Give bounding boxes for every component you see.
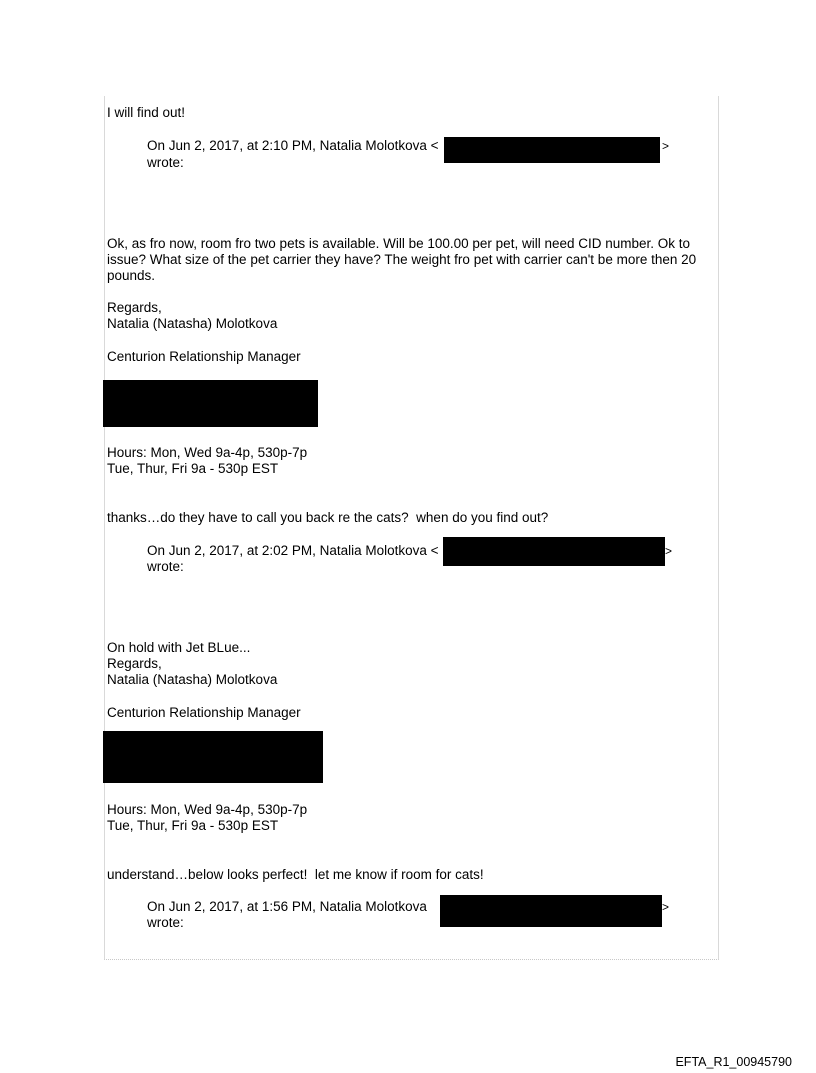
email-close-bracket: >: [662, 139, 670, 153]
quote-header: [147, 543, 439, 559]
message-text: I will find out!: [107, 105, 186, 120]
message-text: thanks…do they have to call you back re the cats? when do you find out?: [107, 510, 549, 525]
email-open-bracket: <: [430, 543, 439, 558]
message-text: Ok, as fro now, room fro two pets is available. Will be 100.00 per pet, will need CID number. Ok to issue? What size of the pet carrier they have? The weight fro pet with carrier can't be more then 20 pounds.: [107, 236, 697, 283]
signature-hours: Tue, Thur, Fri 9a - 530p EST: [107, 818, 279, 833]
document-id: EFTA_R1_00945790: [675, 1055, 792, 1069]
signature-hours: Hours: Mon, Wed 9a-4p, 530p-7p: [107, 445, 308, 460]
signature-title: Centurion Relationship Manager: [107, 349, 301, 364]
email-close-bracket: >: [662, 900, 670, 914]
redaction-box: [443, 537, 665, 566]
signature-regards: Regards,: [107, 656, 162, 671]
redaction-box: [103, 380, 318, 427]
signature-name: Natalia (Natasha) Molotkova: [107, 672, 278, 687]
quote-wrote: wrote:: [147, 559, 184, 574]
quote-wrote: wrote:: [147, 915, 184, 930]
email-open-bracket: <: [430, 138, 439, 153]
redaction-box: [440, 895, 662, 927]
signature-title: Centurion Relationship Manager: [107, 705, 301, 720]
quote-header-text: On Jun 2, 2017, at 2:10 PM, Natalia Molotkova: [147, 138, 431, 153]
signature-hours: Tue, Thur, Fri 9a - 530p EST: [107, 461, 279, 476]
signature-hours: Hours: Mon, Wed 9a-4p, 530p-7p: [107, 802, 308, 817]
redaction-box: [103, 731, 323, 783]
message-text: On hold with Jet BLue...: [107, 640, 251, 655]
redaction-box: [444, 137, 660, 163]
email-close-bracket: >: [665, 544, 673, 558]
message-text: understand…below looks perfect! let me know if room for cats!: [107, 867, 484, 882]
quote-header: On Jun 2, 2017, at 1:56 PM, Natalia Molotkova: [147, 899, 431, 914]
quote-wrote: wrote:: [147, 155, 184, 170]
quote-header-text: On Jun 2, 2017, at 2:02 PM, Natalia Molotkova: [147, 543, 431, 558]
quote-header: [147, 138, 439, 154]
signature-regards: Regards,: [107, 300, 162, 315]
signature-name: Natalia (Natasha) Molotkova: [107, 316, 278, 331]
